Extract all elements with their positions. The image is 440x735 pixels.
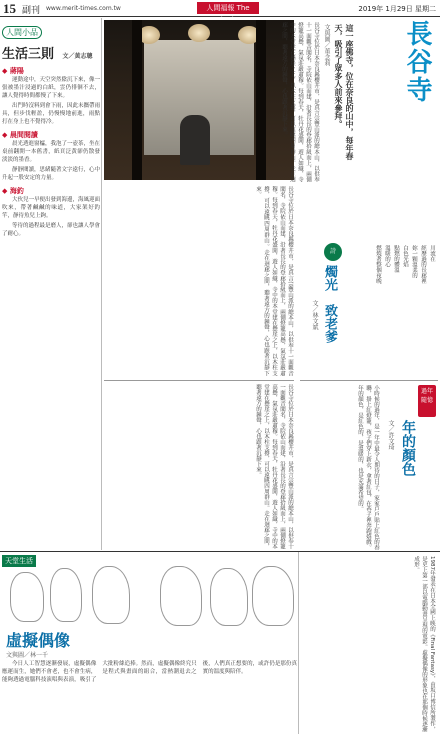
paragraph: 大伙兒一早便出發到海邊，海風迎面吹來，帶著鹹鹹的味道，大家架好釣竿，靜待魚兒上鉤。 bbox=[2, 197, 101, 219]
feature-byline: 文與圖／董念莉 bbox=[323, 24, 330, 66]
column-divider bbox=[101, 18, 102, 550]
bottom-title: 虛擬偶像 bbox=[6, 631, 71, 650]
poem-line: 川流在 bbox=[429, 245, 435, 262]
page-section-name: 副刊 bbox=[22, 6, 41, 16]
illustration-sketch bbox=[252, 566, 294, 626]
lantern-shape bbox=[188, 24, 210, 42]
poem-line: 點燃的體溫 bbox=[393, 245, 399, 273]
feature-body-continued: 長谷寺位於日本奈良縣櫻井市，是真言宗豐山派的總本山，以供奉十一面觀音聞名，寺院依山而建，沿著長長的登廊拾級而上，兩側燈籠高懸，氣氛莊嚴肅穆。每到春天，牡丹花盛開，遊人如織，寺中的本堂建在懸崖之上，以木柱支撐，可以遠眺四周群山。走在迴廊之間，聽著遠方的鐘聲，心也跟著沉靜下來。 bbox=[255, 384, 293, 549]
feature-subtitle: 這一座佛寺，位在奈良的山中，每年春天，吸引了眾多人前來參拜。 bbox=[334, 24, 354, 160]
poem-line: 妳一顆溫柔的 bbox=[411, 245, 417, 278]
section-heading: ◆ 海釣 bbox=[2, 187, 24, 195]
column-kicker: 人間小品 bbox=[2, 26, 42, 39]
section-corner-label: 天堂生活 bbox=[2, 555, 36, 567]
bottom-right-body: 1987年發表在日本全國上映的《Final Fantasy》，由坂口博信所製作，是史上第一部以電腦動畫呈現的電影。虛擬偶像的形象也在那個時候逐漸成形。 bbox=[413, 556, 435, 732]
article-byline: 文／黃志聰 bbox=[62, 53, 93, 60]
poem-badge: 詩 bbox=[324, 243, 342, 261]
left-column-article bbox=[2, 20, 100, 550]
paragraph: 運動途中，天空突然陰沉下來，像一張被墨汁浸過的白紙，雲仍徘徊不去，讓人覺得時間都慢了下來。 bbox=[2, 77, 101, 99]
poem-line: 經歷過的長廊裡 bbox=[420, 245, 426, 284]
person-silhouette bbox=[180, 115, 210, 165]
paragraph: 等待的過程最是磨人，卻也讓人學會了耐心。 bbox=[2, 223, 101, 237]
illustration-sketch bbox=[10, 572, 44, 622]
feature-body: 長谷寺位於日本奈良縣櫻井市，是真言宗豐山派的總本山，以供奉十一面觀音聞名，寺院依山而建，沿著長長的登廊拾級而上，兩側燈籠高懸，氣氛莊嚴肅穆。每到春天，牡丹花盛開，遊人如織，寺中的本堂建在懸崖之上，以木柱支撐，可以遠眺四周群山。走在迴廊之間，聽著遠方的鐘聲，心也跟著沉靜下來。 bbox=[255, 186, 293, 376]
bottom-body bbox=[2, 660, 297, 732]
poem-lines bbox=[360, 245, 436, 375]
paragraph: 出門時沒料到會下雨，因此未攜帶雨具，但步伐輕盈，仍慢慢地前進，雨點打在身上也不覺得冷。 bbox=[2, 103, 101, 125]
illustration-sketch bbox=[50, 568, 82, 622]
masthead-logo: 人間福報 The bbox=[197, 2, 259, 14]
poem-title: 燭光 致老爹 bbox=[322, 265, 337, 343]
page-number: 15 bbox=[3, 1, 16, 16]
section-2 bbox=[2, 130, 100, 182]
section-1 bbox=[2, 66, 100, 126]
page-header bbox=[0, 0, 440, 17]
poem-line: 白色光焰 bbox=[402, 245, 408, 267]
section-heading: ◆ 蔣陽 bbox=[2, 67, 24, 75]
paragraph: 今日人工智慧逐漸發展，虛擬偶像應運而生，她們不會老，也不會生病，能夠透過電腦科技演唱與表演，吸引了大批粉絲追捧。然而，虛擬偶像終究只是程式與畫面的組合，當熱潮退去之後，人們真正想要的，或許仍是那份真實的溫度與陪伴。 bbox=[2, 661, 297, 683]
site-url: www.merit-times.com.tw bbox=[46, 5, 121, 12]
article-title: 生活三則 文／黃志聰 bbox=[2, 47, 93, 62]
bottom-byline: 文與圖／林一千 bbox=[6, 652, 49, 659]
temple-photo bbox=[104, 20, 294, 180]
illustration-sketch bbox=[92, 566, 130, 624]
poem-line: 燃燒著整個夜晚 bbox=[375, 245, 381, 284]
feature-body-top: 長谷寺位於日本奈良縣櫻井市，是真言宗豐山派的總本山，以供奉十一面觀音聞名，寺院依山而建，沿著長長的登廊拾級而上，兩側燈籠高懸，氣氛莊嚴肅穆。每到春天，牡丹花盛開，遊人如織，寺中的本堂建在懸崖之上，以木柱支撐，可以遠眺四周群山。走在迴廊之間，聽著遠方的鐘聲，心也跟著沉靜下來。 bbox=[281, 22, 319, 182]
poem-line: 溫暖的心 bbox=[384, 245, 390, 267]
essay-body: 小時候的過年，是一年中最令人期待的日子，家家戶戶貼上紅色的春聯，掛上紅燈籠，孩子們穿上新衣，拿著紅包，在巷子裡奔跑嬉戲。年的顏色，是紅色的，是溫暖的，也是充滿希望的。 bbox=[357, 385, 379, 550]
issue-date: 2019年 1月29日 星期二 bbox=[358, 5, 436, 13]
feature-title: 長谷寺 bbox=[402, 20, 432, 104]
essay-title: 年的顏色 bbox=[400, 420, 416, 476]
poem-byline: 文／林文斌 bbox=[311, 300, 318, 330]
section-3 bbox=[2, 186, 100, 238]
essay-byline: 文／許文琦 bbox=[387, 420, 394, 450]
illustration-sketch bbox=[210, 568, 248, 626]
paragraph: 晨光透進窗櫺，我泡了一壺茶，坐在桌前翻開一本舊書，紙頁泛黃卻仍散發淡淡的墨香。 bbox=[2, 141, 101, 163]
section-heading: ◆ 晨間閱讀 bbox=[2, 131, 38, 139]
illustration-sketch bbox=[160, 566, 202, 626]
paragraph: 靜靜閱讀，思緒隨著文字遠行，心中升起一股安定的力量。 bbox=[2, 167, 101, 181]
essay-badge: 過年 隨憶 bbox=[418, 385, 436, 417]
